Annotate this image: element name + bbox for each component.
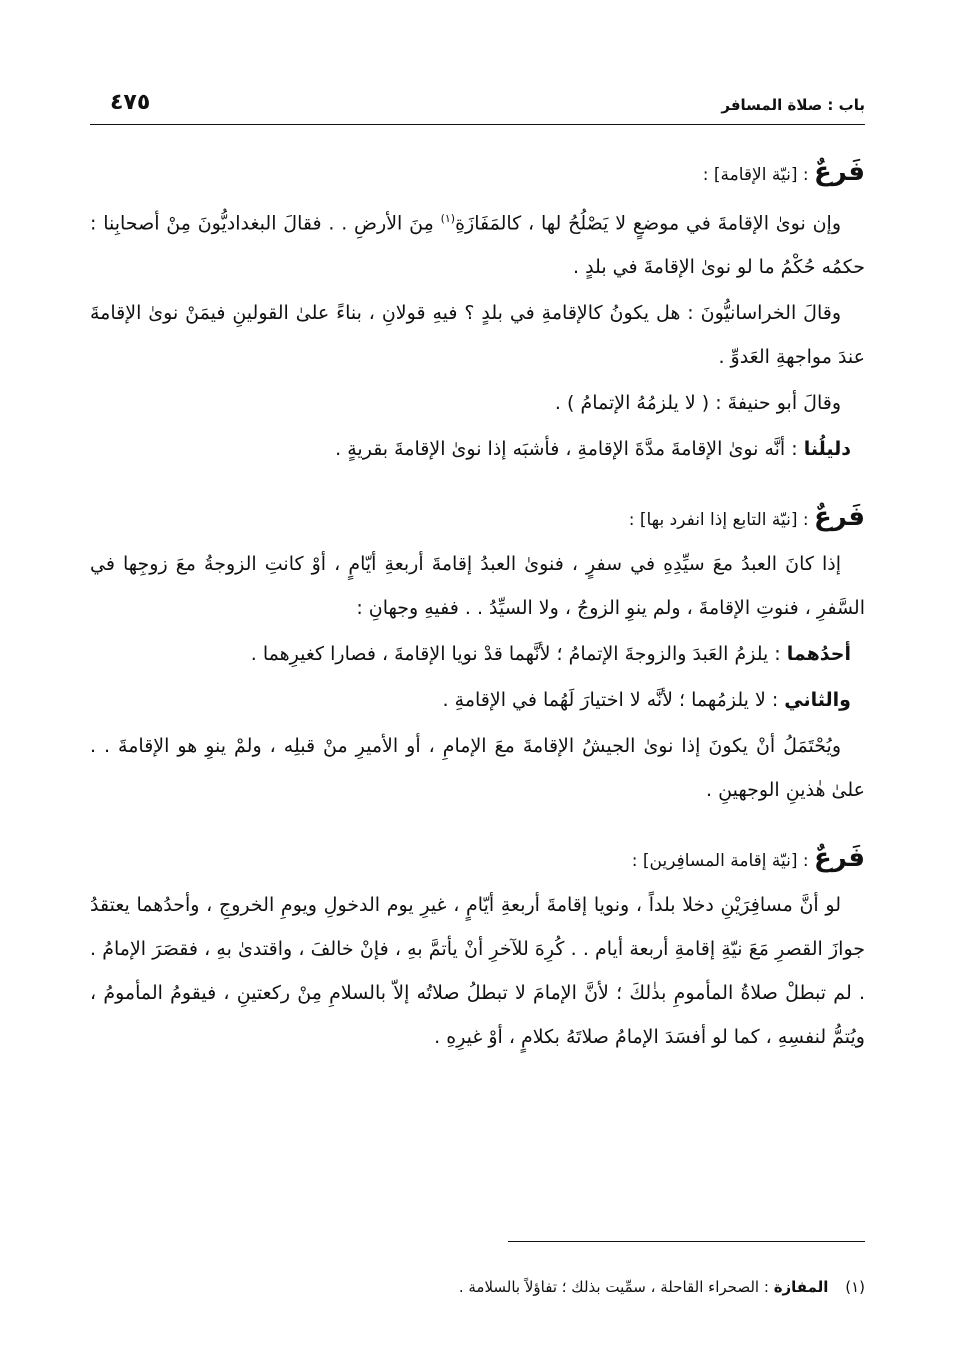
paragraph <box>90 678 865 722</box>
page-number: ٤٧٥ <box>110 90 151 115</box>
section-heading <box>90 495 865 542</box>
paragraph: لو أنَّ مسافِرَيْنِ دخلا بلداً ، ونويا إقامةَ أربعةِ أيّامٍ ، غيرِ يوم الدخولِ ويومِ الخروجِ ، وأحدُهما يعتقدُ جوازَ القصرِ مَعَ نيّةِ إقامةِ أربعة أيام . . كُرِهَ للآخرِ أنْ يأتمَّ بهِ ، فإنْ خالفَ ، واقتدىٰ بهِ ، فقصَرَ الإمامُ . . لم تبطلْ صلاةُ المأمومِ بذٰلكَ ؛ لأنَّ الإمامَ لا تبطلُ صلاتُه إلاّ بالسلامِ مِنْ ركعتينِ ، فيقومُ المأمومُ ، ويُتمُّ لنفسِهِ ، كما لو أفسَدَ الإمامُ صلاتَهُ بكلامٍ ، أوْ غيرِهِ . <box>90 894 865 1049</box>
running-head <box>90 90 865 124</box>
paragraph: إذا كانَ العبدُ معَ سيِّدِهِ في سفرٍ ، فنوىٰ العبدُ إقامةَ أربعةِ أيّامٍ ، أوْ كانتِ الزوجةُ معَ زوجِها في السَّفرِ ، فنوتِ الإقامةَ ، ولم ينوِ الزوجُ ، ولا السيِّدُ . . ففيهِ وجهانِ : <box>90 553 865 620</box>
paragraph-text: وإن نوىٰ الإقامةَ في موضعٍ لا يَصْلُحُ لها ، كالمَفَازَةِ <box>455 212 841 235</box>
footnote-rule <box>508 1241 865 1242</box>
footnote-text: : الصحراء القاحلة ، سمِّيت بذلك ؛ تفاؤلاً بالسلامة . <box>458 1278 769 1296</box>
paragraph-text: : أنَّه نوىٰ الإقامةَ مدَّةَ الإقامةِ ، فأشبَه إذا نوىٰ الإقامةَ بقريةٍ . <box>335 438 798 461</box>
paragraph: ويُحْتَمَلُ أنْ يكونَ إذا نوىٰ الجيشُ الإقامةَ معَ الإمامِ ، أو الأميرِ منْ قبلِه ، ولمْ ينوِ هو الإقامةَ . . علىٰ هٰذينِ الوجهينِ . <box>90 735 865 802</box>
first-view-label: أحدُهما <box>786 643 851 666</box>
paragraph <box>90 632 865 676</box>
paragraph <box>90 197 865 289</box>
section-heading-text: : [نيّة الإقامة] : <box>702 165 809 185</box>
second-view-label: والثاني <box>784 689 851 712</box>
footnote-ref: (١) <box>440 212 456 225</box>
paragraph-text: : لا يلزمُهما ؛ لأنَّه لا اختيارَ لَهُما في الإقامةِ . <box>442 689 779 712</box>
book-page <box>90 0 865 1365</box>
running-head-title: باب : صلاة المسافر <box>721 96 865 114</box>
far-label: فَرعٌ <box>814 157 865 187</box>
paragraph: وقالَ أبو حنيفةَ : ( لا يلزمُهُ الإتمامُ ) . <box>554 392 841 415</box>
page-body <box>90 150 865 1059</box>
section-heading <box>90 836 865 883</box>
section-heading-text: : [نيّة إقامة المسافِرين] : <box>631 851 809 872</box>
far-label: فَرعٌ <box>814 843 865 874</box>
footnote <box>90 1272 865 1302</box>
paragraph-text: : يلزمُ العَبدَ والزوجةَ الإتمامُ ؛ لأنَّهما قدْ نويا الإقامةَ ، فصارا كغيرِهما . <box>250 643 781 666</box>
paragraph <box>90 427 865 471</box>
footnote-number: (١) <box>845 1278 865 1296</box>
footnote-term: المفازة <box>773 1278 829 1296</box>
far-label: فَرعٌ <box>814 502 865 533</box>
section-heading-text: : [نيّة التابع إذا انفرد بها] : <box>628 510 809 531</box>
paragraph: وقالَ الخراسانيُّونَ : هل يكونُ كالإقامةِ في بلدٍ ؟ فيهِ قولانِ ، بناءً علىٰ القولينِ فيمَنْ نوىٰ الإقامةَ عندَ مواجهةِ العَدوِّ . <box>90 302 865 369</box>
paragraph-text: مِنَ الأرضِ . . فقالَ البغداديُّونَ مِنْ أصحابِنا : حكمُه حُكْمُ ما لو نوىٰ الإقامةَ في بلدٍ . <box>90 212 865 279</box>
header-rule <box>90 124 865 125</box>
section-heading <box>90 150 865 197</box>
evidence-label: دليلُنا <box>803 438 851 461</box>
